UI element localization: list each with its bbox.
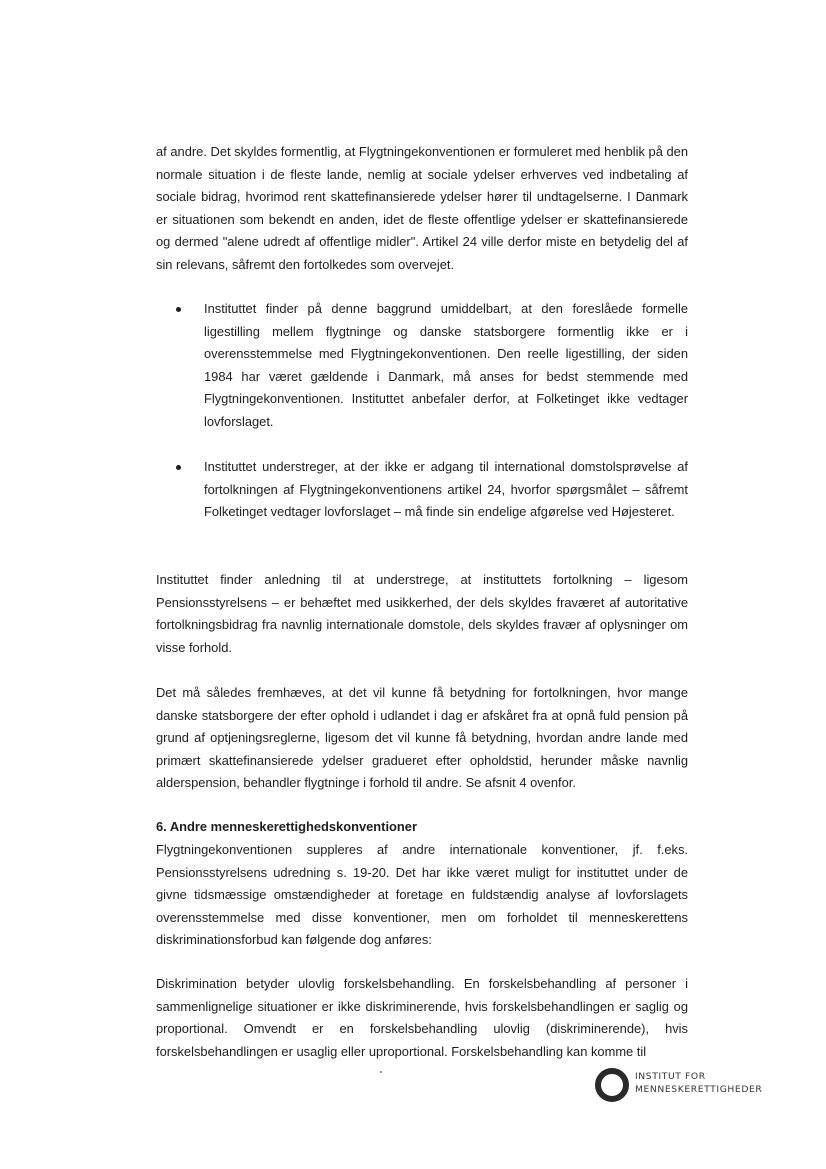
paragraph-4: Flygtningekonventionen suppleres af andre internationale konventioner, jf. f.eks. Pensionsstyrelsens udredning s. 19-20. Det har ikke været muligt for instituttet under de givne tidsmæssige omstændigheder at foretage en fuldstændig analyse af lovforslagets overensstemmelse med disse konventioner, men om forholdet til menneskerettens diskriminationsforbud kan følgende dog anføres: — [156, 842, 688, 948]
paragraph-3: Det må således fremhæves, at det vil kunne få betydning for fortolkningen, hvor mange danske statsborgere der efter ophold i udlandet i dag er afskåret fra at opnå fuld pension på grund af optjeningsreglerne, ligesom det vil kunne få betydning, hvordan andre lande med primært skattefinansierede ydelser gradueret efter opholdstid, herunder måske navnlig alderspension, behandler flygtninge i forhold til andre. Se afsnit 4 ovenfor. — [156, 685, 688, 791]
logo-line-2: MENNESKERETTIGHEDER — [635, 1084, 763, 1095]
logo-line-1: INSTITUT FOR — [635, 1071, 706, 1082]
paragraph-1: af andre. Det skyldes formentlig, at Flygtningekonventionen er formuleret med henblik på den normale situation i de fleste lande, nemlig at sociale ydelser erhverves ved indbetaling af sociale bidrag, hvorimod rent skattefinansierede ydelser hører til undtagelserne. I Danmark er situationen som bekendt en anden, idet de fleste offentlige ydelser er skattefinansierede og dermed "alene udredt af offentlige midler". Artikel 24 ville derfor miste en betydelig del af sin relevans, såfremt den fortolkedes som overvejet. — [156, 144, 688, 272]
bullet-text-2: Instituttet understreger, at der ikke er adgang til international domstolsprøvelse af fortolkningen af Flygtningekonventionens artikel 24, hvorfor spørgsmålet – såfremt Folketinget vedtager lovforslaget – må finde sin endelige afgørelse ved Højesteret. — [204, 459, 688, 520]
paragraph-2: Instituttet finder anledning til at understrege, at instituttets fortolkning – ligesom Pensionsstyrelsens – er behæftet med usikkerhed, der dels skyldes fraværet af autoritative fortolkningsbidrag fra navnlig internationale domstole, dels skyldes fravær af oplysninger om visse forhold. — [156, 572, 688, 655]
bullet-icon — [176, 307, 181, 312]
scan-speck — [380, 1071, 382, 1073]
section-heading: 6. Andre menneskerettighedskonventioner — [156, 819, 417, 834]
paragraph-5: Diskrimination betyder ulovlig forskelsbehandling. En forskelsbehandling af personer i sammenlignelige situationer er ikke diskriminerende, hvis forskelsbehandlingen er saglig og proportional. Omvendt er en forskelsbehandling ulovlig (diskriminerende), hvis forskelsbehandlingen er usaglig eller uproportional. Forskelsbehandling kan komme til — [156, 976, 688, 1059]
bullet-text-1: Instituttet finder på denne baggrund umiddelbart, at den foreslåede formelle ligestilling mellem flygtninge og danske statsborgere formentlig ikke er i overensstemmelse med Flygtningekonventionen. Den reelle ligestilling, der siden 1984 har været gældende i Danmark, må anses for bedst stemmende med Flygtningekonventionen. Instituttet anbefaler derfor, at Folketinget ikke vedtager lovforslaget. — [204, 301, 688, 429]
bullet-icon — [176, 465, 181, 470]
logo-ring-icon — [595, 1068, 629, 1102]
logo-text — [635, 1070, 762, 1096]
institute-logo — [595, 1068, 785, 1102]
